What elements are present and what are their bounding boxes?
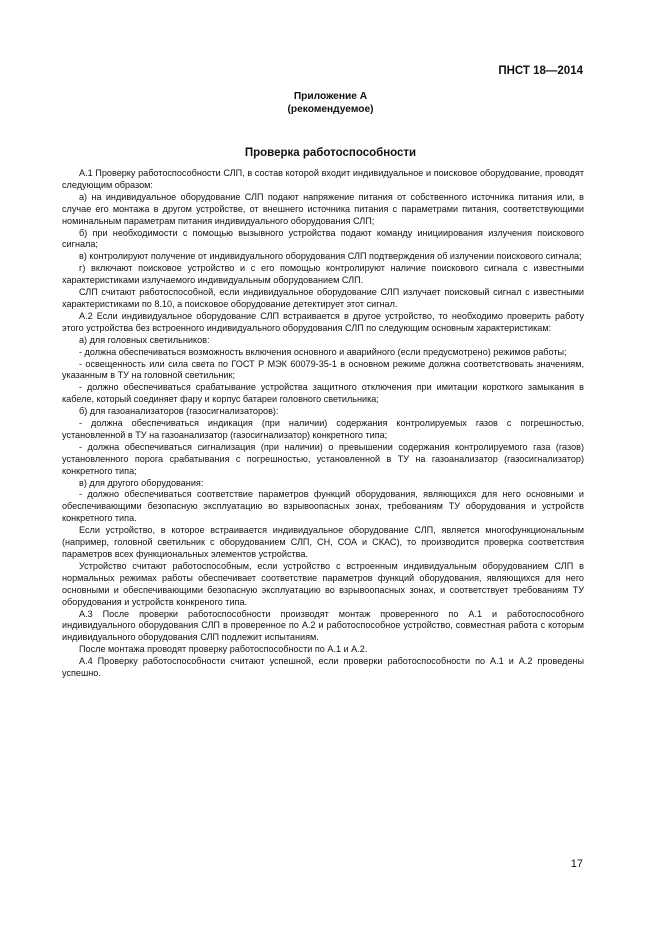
paragraph: А.1 Проверку работоспособности СЛП, в состав которой входит индивидуальное и поисковое оборудование, проводят следующим образом: <box>62 168 584 190</box>
paragraph: - должно обеспечиваться соответствие параметров функций оборудования, являющихся для него основными и обеспечивающими безопасную эксплуатацию во взрывоопасных зонах, требованиям ТУ оборудования и устройств конкретного типа. <box>62 489 584 524</box>
paragraph: а) на индивидуальное оборудование СЛП подают напряжение питания от собственного источника питания или, в случае его монтажа в другом устройстве, от внешнего источника питания с параметрами питания, соответствующими номинальным параметрам питания индивидуального оборудования СЛП; <box>62 191 584 226</box>
body-text <box>62 168 584 680</box>
annex-heading <box>0 90 661 116</box>
paragraph: - освещенность или сила света по ГОСТ Р МЭК 60079-35-1 в основном режиме должна соответствовать значениям, указанным в ТУ на головной светильник; <box>62 358 584 381</box>
paragraph: в) для другого оборудования: <box>79 477 204 488</box>
paragraph: А.4 Проверку работоспособности считают успешной, если проверки работоспособности по А.1 и А.2 проведены успешно. <box>62 656 584 679</box>
section-title: Проверка работоспособности <box>244 147 417 159</box>
paragraph: СЛП считают работоспособной, если индивидуальное оборудование СЛП излучает поисковый сигнал с известными характеристиками по 8.10, а поисковое оборудование детектирует этот сигнал. <box>62 287 584 309</box>
paragraph: в) контролируют получение от индивидуального оборудования СЛП подтверждения об излучении поискового сигнала; <box>79 251 582 262</box>
paragraph: б) при необходимости с помощью вызывного устройства подают команду инициирования излучения поискового сигнала; <box>62 227 584 250</box>
page-number: 17 <box>570 858 583 870</box>
paragraph: б) для газоанализаторов (газосигнализаторов): <box>79 406 279 417</box>
paragraph: А.3 После проверки работоспособности производят монтаж проверенного по А.1 и работоспособного индивидуального оборудования СЛП в проверенное по А.2 и работоспособное устройство, совместная работа с которым индивидуального оборудования СЛП подлежит испытаниям. <box>62 608 584 643</box>
paragraph: После монтажа проводят проверку работоспособности по А.1 и А.2. <box>79 644 368 655</box>
document-code: ПНСТ 18—2014 <box>498 65 583 77</box>
paragraph: А.2 Если индивидуальное оборудование СЛП встраивается в другое устройство, то необходимо проверить работу этого устройства без встроенного индивидуального оборудования СЛП по следующим основным характеристикам: <box>62 310 584 333</box>
paragraph: а) для головных светильников: <box>79 334 210 345</box>
paragraph: - должна обеспечиваться индикация (при наличии) содержания контролируемых газов с погрешностью, установленной в ТУ на газоанализатор (газосигнализатор) конкретного типа; <box>62 418 584 440</box>
paragraph: - должна обеспечиваться возможность включения основного и аварийного (если предусмотрено) режимов работы; <box>79 346 567 357</box>
paragraph: Если устройство, в которое встраивается индивидуальное оборудование СЛП, является многофункциональным (например, головной светильник с оборудованием СЛП, СН, СОА и СКАС), то производится проверка соответствия параметров всех функциональных элементов устройства. <box>62 525 584 559</box>
paragraph: Устройство считают работоспособным, если устройство с встроенным индивидуальным оборудованием СЛП в нормальных режимах работы обеспечивает соответствие параметров функций оборудования, являющихся для него основными и обеспечивающими безопасную эксплуатацию во взрывоопасных зонах, и соответствует требованиям ТУ оборудования и устройств конкреного типа. <box>62 560 584 607</box>
paragraph: - должна обеспечиваться сигнализация (при наличии) о превышении содержания контролируемого газа (газов) установленного порога срабатывания с погрешностью, установленной в ТУ на газоанализатор (газосигнализатор) конкретного типа; <box>62 441 584 476</box>
annex-status: (рекомендуемое) <box>287 104 374 115</box>
paragraph: г) включают поисковое устройство и с его помощью контролируют наличие поискового сигнала с известными характеристиками излучаемого индивидуальным оборудованием СЛП. <box>62 263 584 286</box>
paragraph: - должно обеспечиваться срабатывание устройства защитного отключения при имитации короткого замыкания в кабеле, который соединяет фару и корпус батареи головного светильника; <box>62 382 584 405</box>
annex-label: Приложение А <box>293 91 368 102</box>
